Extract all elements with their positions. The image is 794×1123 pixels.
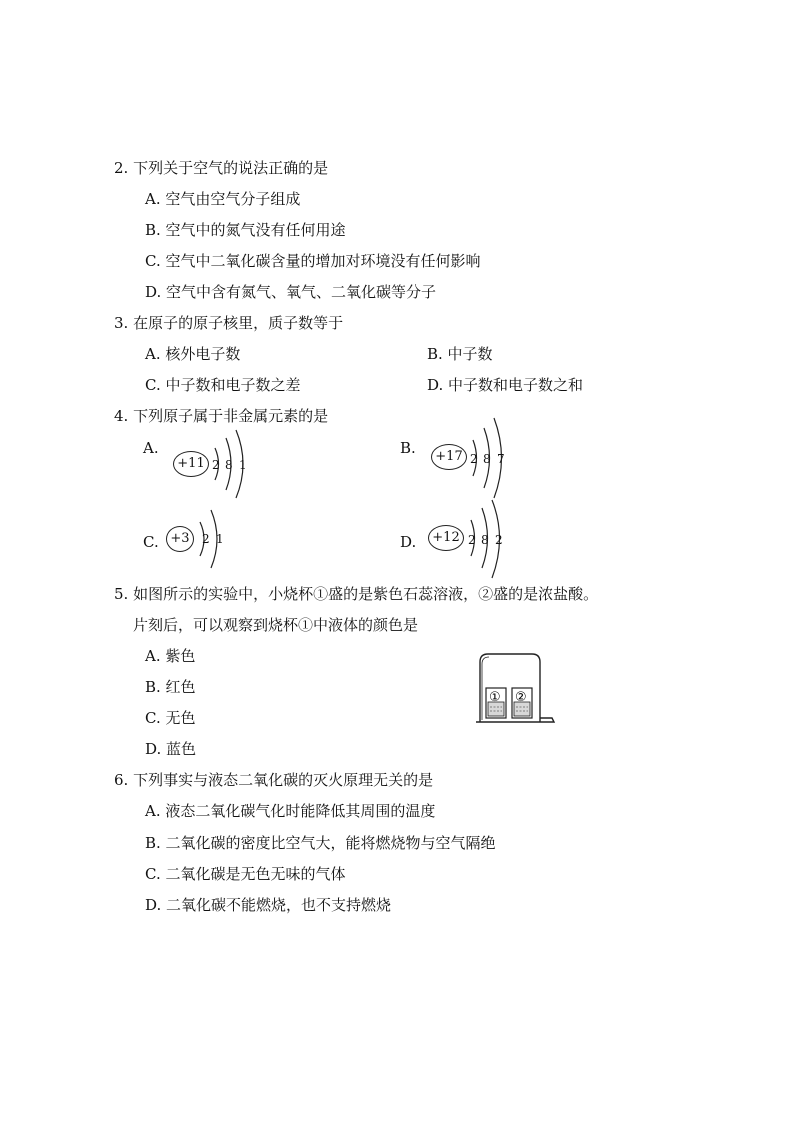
atom-structure-diagram-a xyxy=(170,430,260,500)
shell-c-1: 2 xyxy=(202,532,210,546)
question-2-stem: 2. 下列关于空气的说法正确的是 xyxy=(114,159,329,177)
question-2-option-b: B. 空气中的氮气没有任何用途 xyxy=(145,221,346,239)
atom-c-label: C. xyxy=(143,533,159,551)
nucleus-b: +17 xyxy=(431,444,467,470)
atom-d-label: D. xyxy=(400,533,417,551)
question-2-option-c: C. 空气中二氧化碳含量的增加对环境没有任何影响 xyxy=(145,252,481,270)
question-5-option-d: D. 蓝色 xyxy=(145,740,197,758)
shell-c-2: 1 xyxy=(216,532,224,546)
question-2-option-a: A. 空气由空气分子组成 xyxy=(145,190,301,208)
question-5-option-b: B. 红色 xyxy=(145,678,196,696)
atom-structure-diagram-b xyxy=(428,418,518,498)
atom-a-label: A. xyxy=(143,439,159,457)
atom-b-label: B. xyxy=(400,439,416,457)
beaker-experiment-figure xyxy=(474,652,558,726)
shell-a-2: 8 xyxy=(225,458,233,472)
question-2-option-d: D. 空气中含有氮气、氧气、二氧化碳等分子 xyxy=(145,283,437,301)
question-5-stem: 5. 如图所示的实验中，小烧杯①盛的是紫色石蕊溶液，②盛的是浓盐酸。 xyxy=(114,585,599,603)
question-3-option-c: C. 中子数和电子数之差 xyxy=(145,376,301,394)
shell-d-3: 2 xyxy=(495,533,503,547)
question-4-stem: 4. 下列原子属于非金属元素的是 xyxy=(114,407,329,425)
atom-structure-diagram-c xyxy=(164,510,234,570)
shell-b-1: 2 xyxy=(470,452,478,466)
beaker-2-label: ② xyxy=(515,690,527,705)
shell-b-2: 8 xyxy=(483,452,491,466)
question-6-option-b: B. 二氧化碳的密度比空气大，能将燃烧物与空气隔绝 xyxy=(145,834,496,852)
question-3-option-d: D. 中子数和电子数之和 xyxy=(427,376,584,394)
shell-b-3: 7 xyxy=(497,452,505,466)
shell-a-3: 1 xyxy=(239,458,247,472)
bell-jar-illustration xyxy=(474,652,558,726)
nucleus-d: +12 xyxy=(428,525,464,551)
beaker-1-label: ① xyxy=(489,690,501,705)
nucleus-c: +3 xyxy=(166,526,194,552)
question-5-option-a: A. 紫色 xyxy=(145,647,196,665)
question-6-stem: 6. 下列事实与液态二氧化碳的灭火原理无关的是 xyxy=(114,771,434,789)
question-6-option-d: D. 二氧化碳不能燃烧，也不支持燃烧 xyxy=(145,896,392,914)
question-5-stem-continued: 片刻后，可以观察到烧杯①中液体的颜色是 xyxy=(133,616,419,634)
question-6-option-a: A. 液态二氧化碳气化时能降低其周围的温度 xyxy=(145,802,436,820)
shell-d-2: 8 xyxy=(481,533,489,547)
question-5-option-c: C. 无色 xyxy=(145,709,196,727)
question-6-option-c: C. 二氧化碳是无色无味的气体 xyxy=(145,865,346,883)
nucleus-a: +11 xyxy=(173,451,209,477)
atom-structure-diagram-d xyxy=(426,500,516,580)
question-3-option-b: B. 中子数 xyxy=(427,345,493,363)
question-3-stem: 3. 在原子的原子核里，质子数等于 xyxy=(114,314,344,332)
shell-a-1: 2 xyxy=(212,458,220,472)
shell-d-1: 2 xyxy=(468,533,476,547)
question-3-option-a: A. 核外电子数 xyxy=(145,345,241,363)
